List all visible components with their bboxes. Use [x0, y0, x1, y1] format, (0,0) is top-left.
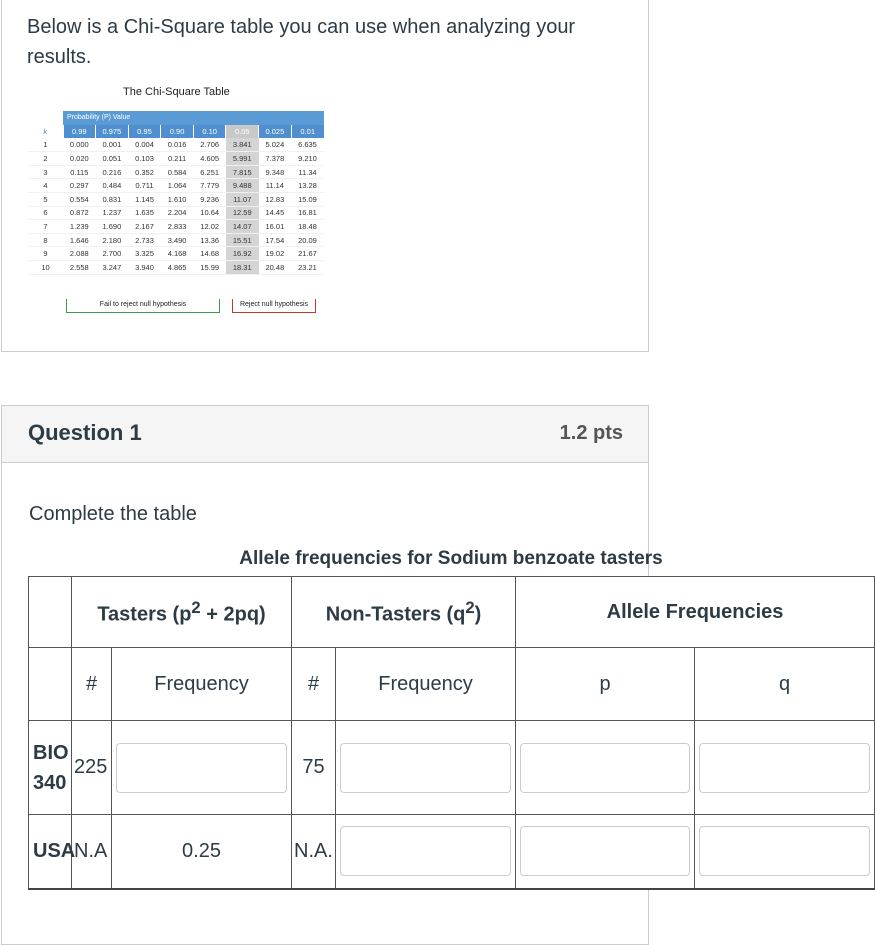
chi-value-cell: 1.145 — [128, 193, 161, 207]
usa-tasters-number: N.A — [72, 815, 112, 889]
chi-value-cell: 0.216 — [96, 165, 129, 179]
df-cell: 10 — [28, 261, 63, 275]
chi-row — [28, 220, 324, 234]
chi-value-cell: 14.07 — [226, 220, 259, 234]
df-cell: 8 — [28, 233, 63, 247]
chi-value-cell: 13.36 — [193, 233, 226, 247]
chi-value-cell: 0.711 — [128, 179, 161, 193]
nontasters-frequency-header: Frequency — [336, 648, 516, 721]
chi-value-cell: 12.59 — [226, 206, 259, 220]
chi-value-cell: 11.34 — [291, 165, 324, 179]
bio-nontasters-number: 75 — [292, 721, 336, 815]
chi-value-cell: 0.584 — [161, 165, 194, 179]
df-cell: 3 — [28, 165, 63, 179]
chi-value-cell: 4.865 — [161, 261, 194, 275]
chi-value-cell: 3.841 — [226, 138, 259, 152]
chi-value-cell: 16.81 — [291, 206, 324, 220]
question-points: 1.2 pts — [559, 422, 623, 444]
nontasters-num-header: # — [292, 648, 336, 721]
p-value-header: 0.01 — [291, 125, 324, 139]
df-cell: 2 — [28, 152, 63, 166]
chi-value-cell: 2.088 — [63, 247, 96, 261]
chi-table-title: The Chi-Square Table — [123, 86, 230, 98]
chi-value-cell: 0.484 — [96, 179, 129, 193]
chi-value-cell: 15.51 — [226, 233, 259, 247]
chi-value-cell: 0.016 — [161, 138, 194, 152]
p-header: p — [516, 648, 695, 721]
reject-null-bracket: Reject null hypothesis — [232, 299, 316, 313]
chi-value-cell: 12.02 — [193, 220, 226, 234]
bio-p-cell — [516, 721, 695, 815]
fail-to-reject-bracket: Fail to reject null hypothesis — [66, 299, 220, 313]
chi-value-cell: 16.92 — [226, 247, 259, 261]
chi-row — [28, 165, 324, 179]
chi-value-cell: 9.236 — [193, 193, 226, 207]
chi-value-cell: 0.115 — [63, 165, 96, 179]
chi-value-cell: 13.28 — [291, 179, 324, 193]
chi-value-cell: 9.488 — [226, 179, 259, 193]
chi-value-cell: 2.204 — [161, 206, 194, 220]
row-label-usa: USA — [29, 815, 72, 889]
chi-value-cell: 4.605 — [193, 152, 226, 166]
chi-value-cell: 2.733 — [128, 233, 161, 247]
bio-q-cell — [695, 721, 875, 815]
chi-value-cell: 19.02 — [259, 247, 292, 261]
usa-p-cell — [516, 815, 695, 889]
bio-q-input[interactable] — [699, 743, 870, 793]
chi-value-cell: 2.700 — [96, 247, 129, 261]
chi-value-cell: 0.872 — [63, 206, 96, 220]
question-title: Question 1 — [28, 420, 142, 445]
bio-nontasters-frequency-cell — [336, 721, 516, 815]
p-value-header: 0.975 — [96, 125, 129, 139]
chi-value-cell: 2.180 — [96, 233, 129, 247]
chi-row — [28, 193, 324, 207]
blank-cell — [29, 648, 72, 721]
chi-value-cell: 0.103 — [128, 152, 161, 166]
corner-cell — [29, 577, 72, 648]
p-value-header: 0.99 — [63, 125, 96, 139]
allele-table-caption: Allele frequencies for Sodium benzoate tasters — [239, 548, 663, 569]
question-header — [2, 406, 648, 463]
chi-value-cell: 12.83 — [259, 193, 292, 207]
bio-p-input[interactable] — [520, 743, 690, 793]
chi-value-cell: 0.554 — [63, 193, 96, 207]
p-value-header: 0.95 — [128, 125, 161, 139]
prob-label: Probability (P) Value — [63, 111, 324, 125]
chi-value-cell: 7.815 — [226, 165, 259, 179]
usa-q-input[interactable] — [699, 826, 870, 876]
df-label: k — [28, 125, 63, 139]
usa-nontasters-number: N.A. — [292, 815, 336, 889]
df-cell: 9 — [28, 247, 63, 261]
chi-value-cell: 3.325 — [128, 247, 161, 261]
chi-value-cell: 3.490 — [161, 233, 194, 247]
chi-value-cell: 14.68 — [193, 247, 226, 261]
bio-tasters-frequency-cell — [112, 721, 292, 815]
chi-value-cell: 11.07 — [226, 193, 259, 207]
allele-frequency-table — [28, 576, 875, 890]
tasters-frequency-header: Frequency — [112, 648, 292, 721]
usa-nontasters-frequency-input[interactable] — [340, 826, 511, 876]
chi-value-cell: 20.48 — [259, 261, 292, 275]
chi-row — [28, 247, 324, 261]
chi-square-table — [28, 111, 324, 275]
chi-value-cell: 2.706 — [193, 138, 226, 152]
usa-p-input[interactable] — [520, 826, 690, 876]
usa-nontasters-frequency-cell — [336, 815, 516, 889]
chi-value-cell: 14.45 — [259, 206, 292, 220]
chi-value-cell: 15.99 — [193, 261, 226, 275]
chi-value-cell: 10.64 — [193, 206, 226, 220]
chi-value-cell: 0.831 — [96, 193, 129, 207]
p-value-header: 0.025 — [259, 125, 292, 139]
intro-text: Below is a Chi-Square table you can use when analyzing your results. — [27, 16, 576, 68]
chi-value-cell: 0.352 — [128, 165, 161, 179]
chi-value-cell: 15.09 — [291, 193, 324, 207]
chi-value-cell: 0.051 — [96, 152, 129, 166]
chi-row — [28, 233, 324, 247]
chi-value-cell: 1.610 — [161, 193, 194, 207]
chi-value-cell: 20.09 — [291, 233, 324, 247]
nontasters-header: Non-Tasters $(q^2)$ — [292, 577, 516, 648]
chi-value-cell: 0.004 — [128, 138, 161, 152]
df-cell: 5 — [28, 193, 63, 207]
chi-value-cell: 2.167 — [128, 220, 161, 234]
chi-value-cell: 4.168 — [161, 247, 194, 261]
chi-value-cell: 0.020 — [63, 152, 96, 166]
bio-tasters-number: 225 — [72, 721, 112, 815]
row-label-bio340: BIO 340 — [29, 721, 72, 815]
chi-value-cell: 11.14 — [259, 179, 292, 193]
chi-value-cell: 1.690 — [96, 220, 129, 234]
tasters-num-header: # — [72, 648, 112, 721]
df-cell: 4 — [28, 179, 63, 193]
bio-tasters-frequency-input[interactable] — [116, 743, 287, 793]
chi-value-cell: 1.239 — [63, 220, 96, 234]
chi-value-cell: 2.558 — [63, 261, 96, 275]
chi-value-cell: 18.31 — [226, 261, 259, 275]
chi-row — [28, 138, 324, 152]
chi-row — [28, 261, 324, 275]
p-value-header: 0.05 — [226, 125, 259, 139]
chi-value-cell: 9.210 — [291, 152, 324, 166]
chi-value-cell: 0.001 — [96, 138, 129, 152]
chi-value-cell: 9.348 — [259, 165, 292, 179]
chi-value-cell: 16.01 — [259, 220, 292, 234]
chi-value-cell: 1.237 — [96, 206, 129, 220]
chi-value-cell: 2.833 — [161, 220, 194, 234]
chi-value-cell: 0.000 — [63, 138, 96, 152]
df-cell: 7 — [28, 220, 63, 234]
chi-value-cell: 7.779 — [193, 179, 226, 193]
question-prompt: Complete the table — [29, 503, 197, 525]
chi-value-cell: 0.297 — [63, 179, 96, 193]
chi-value-cell: 17.54 — [259, 233, 292, 247]
chi-value-cell: 23.21 — [291, 261, 324, 275]
chi-value-cell: 1.646 — [63, 233, 96, 247]
chi-value-cell: 7.378 — [259, 152, 292, 166]
q-header: q — [695, 648, 875, 721]
chi-value-cell: 3.247 — [96, 261, 129, 275]
usa-tasters-frequency: 0.25 — [112, 815, 292, 889]
chi-value-cell: 1.635 — [128, 206, 161, 220]
chi-row — [28, 152, 324, 166]
chi-value-cell: 5.024 — [259, 138, 292, 152]
chi-value-cell: 18.48 — [291, 220, 324, 234]
chi-value-cell: 21.67 — [291, 247, 324, 261]
df-cell: 1 — [28, 138, 63, 152]
chi-row — [28, 206, 324, 220]
p-value-header: 0.10 — [193, 125, 226, 139]
usa-q-cell — [695, 815, 875, 889]
chi-value-cell: 3.940 — [128, 261, 161, 275]
chi-row — [28, 179, 324, 193]
bio-nontasters-frequency-input[interactable] — [340, 743, 511, 793]
chi-value-cell: 0.211 — [161, 152, 194, 166]
chi-value-cell: 6.251 — [193, 165, 226, 179]
chi-value-cell: 6.635 — [291, 138, 324, 152]
p-value-header: 0.90 — [161, 125, 194, 139]
allele-frequencies-header: Allele Frequencies — [516, 577, 875, 648]
chi-value-cell: 1.064 — [161, 179, 194, 193]
df-cell: 6 — [28, 206, 63, 220]
chi-value-cell: 5.991 — [226, 152, 259, 166]
tasters-header: Tasters $(p^2 + 2pq)$ — [72, 577, 292, 648]
